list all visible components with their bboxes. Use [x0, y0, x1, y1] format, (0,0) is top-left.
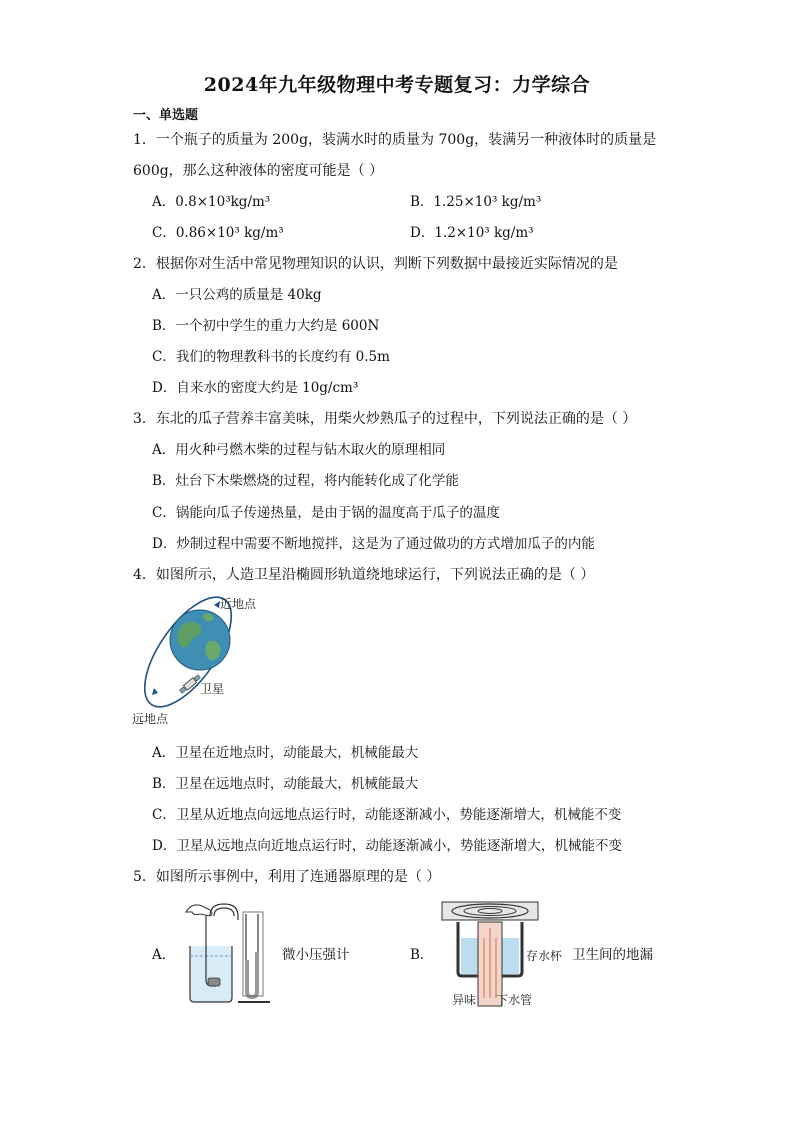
- q4-option-b[interactable]: B．卫星在远地点时，动能最大，机械能最大: [152, 776, 419, 792]
- q2-option-d[interactable]: D．自来水的密度大约是 10g/cm³: [152, 380, 359, 396]
- floor-drain-figure: [438, 898, 570, 1008]
- q1-option-b[interactable]: B．1.25×10³ kg/m³: [410, 194, 542, 210]
- q2-option-b[interactable]: B．一个初中学生的重力大约是 600N: [152, 318, 380, 334]
- apogee-label: 远地点: [132, 712, 169, 726]
- section-heading: 一、单选题: [133, 108, 199, 123]
- q2-stem: 2．根据你对生活中常见物理知识的认识，判断下列数据中最接近实际情况的是: [133, 256, 618, 272]
- q4-option-d[interactable]: D．卫星从远地点向近地点运行时，动能逐渐减小，势能逐渐增大，机械能不变: [152, 838, 622, 854]
- smell-label: 异味: [452, 993, 477, 1007]
- perigee-label: 近地点: [220, 597, 257, 611]
- probe-head: [208, 978, 220, 986]
- u-tube-liquid: [247, 952, 257, 997]
- q5-option-a-caption: 微小压强计: [282, 947, 350, 963]
- q1-option-a[interactable]: A．0.8×10³kg/m³: [152, 194, 271, 210]
- satellite-orbit-figure: [128, 592, 278, 732]
- q3-option-d[interactable]: D．炒制过程中需要不断地搅拌，这是为了通过做功的方式增加瓜子的内能: [152, 536, 595, 552]
- q5-stem: 5．如图所示事例中，利用了连通器原理的是（ ）: [133, 869, 441, 885]
- cup-label: 存水杯: [526, 949, 563, 963]
- q2-option-a[interactable]: A．一只公鸡的质量是 40kg: [152, 287, 322, 303]
- q1-stem-line2: 600g，那么这种液体的密度可能是（ ）: [133, 163, 384, 179]
- q1-option-d[interactable]: D．1.2×10³ kg/m³: [410, 225, 534, 241]
- beaker-outline: [190, 946, 232, 1002]
- q3-option-b[interactable]: B．灶台下木柴燃烧的过程，将内能转化成了化学能: [152, 473, 459, 489]
- orbit-arrow-bottom: [152, 688, 158, 695]
- rubber-hose: [210, 904, 238, 920]
- pipe-label: 下水管: [496, 993, 533, 1007]
- q3-option-c[interactable]: C．锅能向瓜子传递热量，是由于锅的温度高于瓜子的温度: [152, 505, 500, 521]
- q5-option-a-label[interactable]: A．: [152, 947, 176, 963]
- q2-option-c[interactable]: C．我们的物理教科书的长度约有 0.5m: [152, 349, 390, 365]
- q1-stem-line1: 1．一个瓶子的质量为 200g，装满水时的质量为 700g，装满另一种液体时的质量是: [133, 132, 657, 148]
- q5-option-b-label[interactable]: B．: [410, 947, 434, 963]
- page-title: 2024年九年级物理中考专题复习：力学综合: [203, 74, 591, 96]
- q4-stem: 4．如图所示，人造卫星沿椭圆形轨道绕地球运行，下列说法正确的是（ ）: [133, 567, 595, 583]
- q3-option-a[interactable]: A．用火种弓燃木柴的过程与钻木取火的原理相同: [152, 442, 446, 458]
- pressure-gauge-figure: [180, 898, 275, 1008]
- q5-option-b-caption: 卫生间的地漏: [572, 947, 653, 963]
- hand-icon: [186, 905, 212, 916]
- q1-option-c[interactable]: C．0.86×10³ kg/m³: [152, 225, 284, 241]
- q4-option-a[interactable]: A．卫星在近地点时，动能最大，机械能最大: [152, 745, 419, 761]
- satellite-label: 卫星: [200, 682, 225, 696]
- drain-grate-frame: [442, 902, 538, 920]
- q3-stem: 3．东北的瓜子营养丰富美味，用柴火炒熟瓜子的过程中，下列说法正确的是（ ）: [133, 411, 637, 427]
- q4-option-c[interactable]: C．卫星从近地点向远地点运行时，动能逐渐减小，势能逐渐增大，机械能不变: [152, 807, 622, 823]
